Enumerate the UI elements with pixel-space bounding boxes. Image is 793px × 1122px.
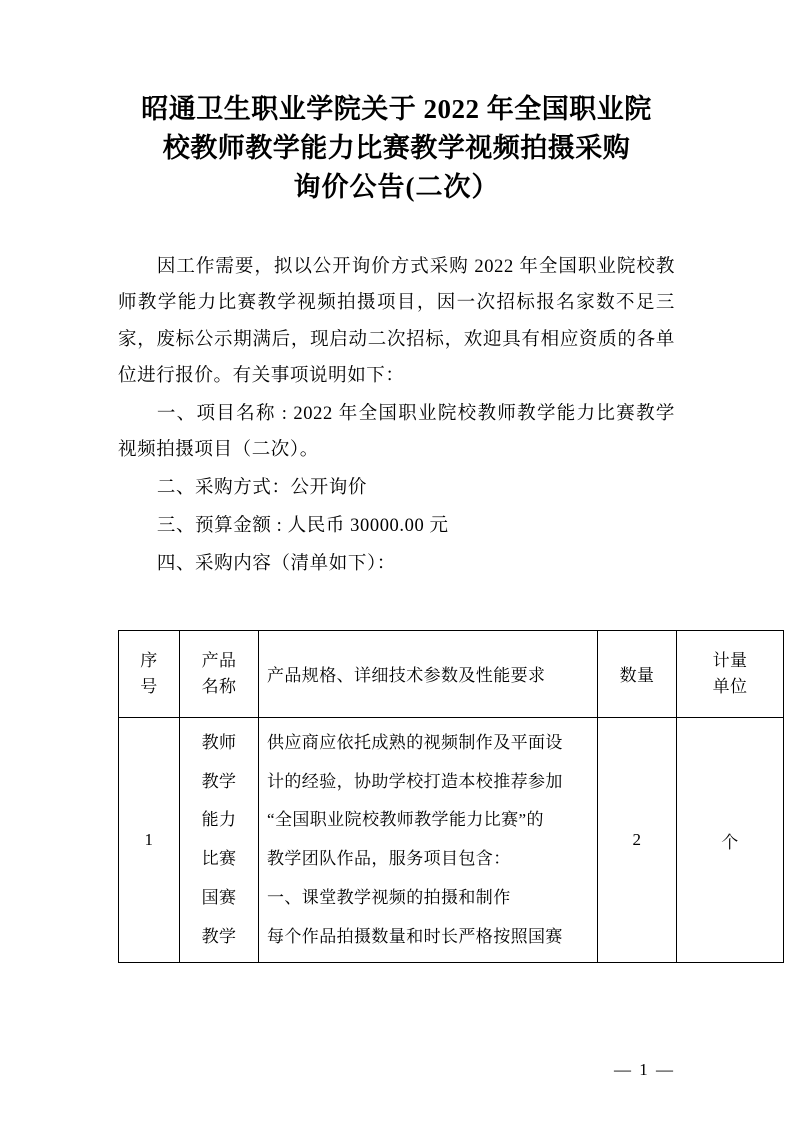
table-header-seq-line-2: 号 (140, 676, 158, 696)
table-header-unit-line-2: 单位 (712, 676, 748, 696)
table-header-unit (677, 630, 784, 717)
product-name-line-2: 教学 (201, 771, 237, 791)
table-header-seq (119, 630, 180, 717)
spec-line-2: 计的经验，协助学校打造本校推荐参加 (267, 771, 563, 791)
table-header-qty: 数量 (598, 630, 677, 717)
product-name-line-4: 比赛 (201, 849, 237, 869)
table-header-row (119, 630, 784, 717)
paragraph-project-name: 一、项目名称 : 2022 年全国职业院校教师教学能力比赛教学视频拍摄项目（二次）。 (118, 403, 675, 460)
table-header-spec: 产品规格、详细技术参数及性能要求 (259, 630, 598, 717)
cell-product-name (180, 717, 259, 963)
document-body (118, 249, 675, 582)
paragraph-budget: 三、预算金额 : 人民币 30000.00 元 (156, 515, 449, 536)
title-line-3: 询价公告(二次） (293, 172, 500, 203)
cell-qty: 2 (598, 717, 677, 963)
paragraph-intro: 因工作需要，拟以公开询价方式采购 2022 年全国职业院校教师教学能力比赛教学视频拍摄项目，因一次招标报名家数不足三家，废标公示期满后，现启动二次招标，欢迎具有相应资质的各单位进行报价。有关事项说明如下： (118, 257, 675, 386)
procurement-items-table (118, 630, 784, 964)
product-name-line-5: 国赛 (201, 887, 237, 907)
spec-line-4: 教学团队作品，服务项目包含： (267, 849, 511, 869)
spec-line-6: 每个作品拍摄数量和时长严格按照国赛 (267, 926, 563, 946)
table-header-product-name (180, 630, 259, 717)
cell-unit: 个 (677, 717, 784, 963)
table-header-unit-line-1: 计量 (712, 651, 748, 671)
page-title (118, 90, 675, 207)
page-number: — 1 — (614, 1060, 675, 1079)
product-name-line-3: 能力 (201, 810, 237, 830)
paragraph-content-heading: 四、采购内容（清单如下）： (156, 553, 396, 574)
table-row (119, 717, 784, 963)
spec-line-1: 供应商应依托成熟的视频制作及平面设 (267, 732, 563, 752)
title-line-1: 昭通卫生职业学院关于 2022 年全国职业院 (141, 94, 652, 124)
product-name-line-1: 教师 (201, 732, 237, 752)
table-header-seq-line-1: 序 (140, 651, 158, 671)
spec-line-5: 一、课堂教学视频的拍摄和制作 (267, 887, 511, 907)
cell-seq: 1 (119, 717, 180, 963)
paragraph-procurement-method: 二、采购方式：公开询价 (156, 477, 367, 498)
title-line-2: 校教师教学能力比赛教学视频拍摄采购 (162, 133, 631, 164)
table-header-name-line-1: 产品 (201, 651, 237, 671)
spec-line-3: “全国职业院校教师教学能力比赛”的 (267, 810, 544, 830)
cell-spec (259, 717, 598, 963)
table-header-name-line-2: 名称 (201, 676, 237, 696)
product-name-line-6: 教学 (201, 926, 237, 946)
